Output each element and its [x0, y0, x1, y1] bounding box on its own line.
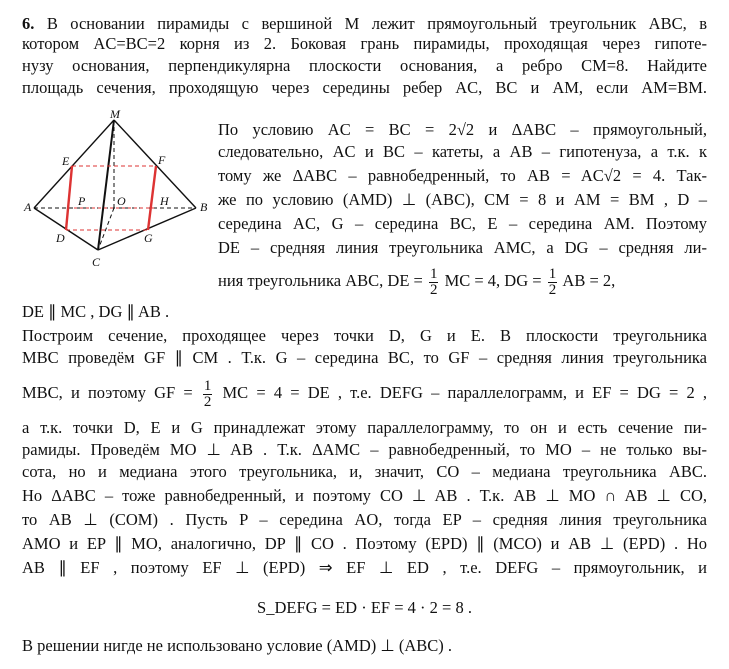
solution-para3-line-5: то AB ⊥ (COM) . Пусть P – середина AO, тогда EP – средняя линия треугольника: [22, 510, 707, 529]
area-formula: S_DEFG = ED · EF = 4 · 2 = 8 .: [257, 598, 472, 617]
fraction-numerator: 1: [429, 265, 438, 282]
solution-frac-line: [218, 264, 707, 298]
frac-line-mid: MC = 4, DG =: [444, 271, 542, 290]
pyramid-figure: [20, 108, 220, 270]
problem-number: 6.: [22, 14, 35, 33]
solution-para2-line-1: Построим сечение, проходящее через точки D, G и E. В плоскости треугольника: [22, 326, 707, 345]
solution-line-4: же по условию (AMD) ⊥ (ABC), CM = 8 и AM = BM , D –: [218, 190, 707, 209]
solution-line-1: По условию AC = BC = 2√2 и ΔABC – прямоугольный,: [218, 120, 707, 139]
fraction-numerator: 1: [548, 265, 557, 282]
solution-parallels: DE ∥ MC , DG ∥ AB .: [22, 302, 170, 321]
solution-para3-line-7: AB ∥ EF , поэтому EF ⊥ (EPD) ⇒ EF ⊥ ED , т.е. DEFG – прямоугольник, и: [22, 558, 707, 577]
frac-line-post: AB = 2,: [562, 271, 616, 290]
label-M: M: [110, 108, 120, 121]
label-B: B: [200, 200, 208, 214]
fraction-denominator: 2: [548, 281, 557, 298]
problem-line-3: нузу основания, перпендикулярна плоскости основания, а ребро CM=8. Найдите: [22, 56, 707, 75]
problem-line-4: площадь сечения, проходящую через середины ребер AC, BC и AM, если AM=BM.: [22, 78, 707, 97]
fraction-numerator: 1: [203, 377, 212, 394]
problem-line-1: [22, 14, 707, 34]
fraction-one-half-2: [548, 267, 558, 298]
frac-line-pre: ния треугольника ABC, DE =: [218, 271, 423, 290]
fraction-one-half-1: [429, 267, 439, 298]
gf-line-pre: MBC, и поэтому GF =: [22, 383, 193, 402]
solution-para3-line-2: рамиды. Проведём MO ⊥ AB . Т.к. ΔAMC – равнобедренный, то MO – не только вы-: [22, 440, 707, 459]
solution-line-2: следовательно, AC и BC – катеты, а AB – гипотенуза, а т.к. к: [218, 142, 707, 161]
label-D: D: [56, 231, 65, 245]
label-F: F: [158, 153, 166, 167]
fraction-denominator: 2: [203, 393, 212, 410]
solution-line-5: середина AC, G – середина BC, E – середина AM. Поэтому: [218, 214, 707, 233]
label-O: O: [117, 194, 126, 208]
label-P: P: [78, 194, 86, 208]
label-C: C: [92, 255, 101, 269]
problem-text-1: В основании пирамиды с вершиной M лежит прямоугольный треугольник ABC, в: [46, 14, 707, 33]
solution-line-6: DE – средняя линия треугольника AMC, а DG – средняя ли-: [218, 238, 707, 257]
label-G: G: [144, 231, 153, 245]
label-E: E: [62, 154, 70, 168]
solution-para2-line-2: MBC проведём GF ∥ CM . Т.к. G – середина BC, то GF – средняя линия треугольника: [22, 348, 707, 367]
label-H: H: [160, 194, 169, 208]
final-note: В решении нигде не использовано условие (AMD) ⊥ (ABC) .: [22, 636, 453, 655]
fraction-one-half-3: [203, 379, 213, 410]
solution-para3-line-4: Но ΔABC – тоже равнобедренный, и поэтому CO ⊥ AB . Т.к. AB ⊥ MO ∩ AB ⊥ CO,: [22, 486, 707, 505]
fraction-denominator: 2: [429, 281, 438, 298]
label-A: A: [24, 200, 32, 214]
solution-para3-line-3: сота, но и медиана этого треугольника, и, значит, CO – медиана треугольника ABC.: [22, 462, 707, 481]
solution-line-3: тому же ΔABC – равнобедренный, то AB = AC√2 = 4. Так-: [218, 166, 707, 185]
problem-line-2: котором AC=BC=2 корня из 2. Боковая грань пирамиды, проходящая через гипоте-: [22, 34, 707, 53]
solution-para3-line-1: а т.к. точки D, E и G принадлежат этому параллелограмму, то он и есть сечение пи-: [22, 418, 707, 437]
gf-line-post: MC = 4 = DE , т.е. DEFG – параллелограмм, и EF = DG = 2 ,: [222, 383, 708, 402]
solution-para3-line-6: AMO и EP ∥ MO, аналогично, DP ∥ CO . Поэтому (EPD) ∥ (MCO) и AB ⊥ (EPD) . Но: [22, 534, 707, 553]
solution-gf-line: [22, 376, 707, 410]
